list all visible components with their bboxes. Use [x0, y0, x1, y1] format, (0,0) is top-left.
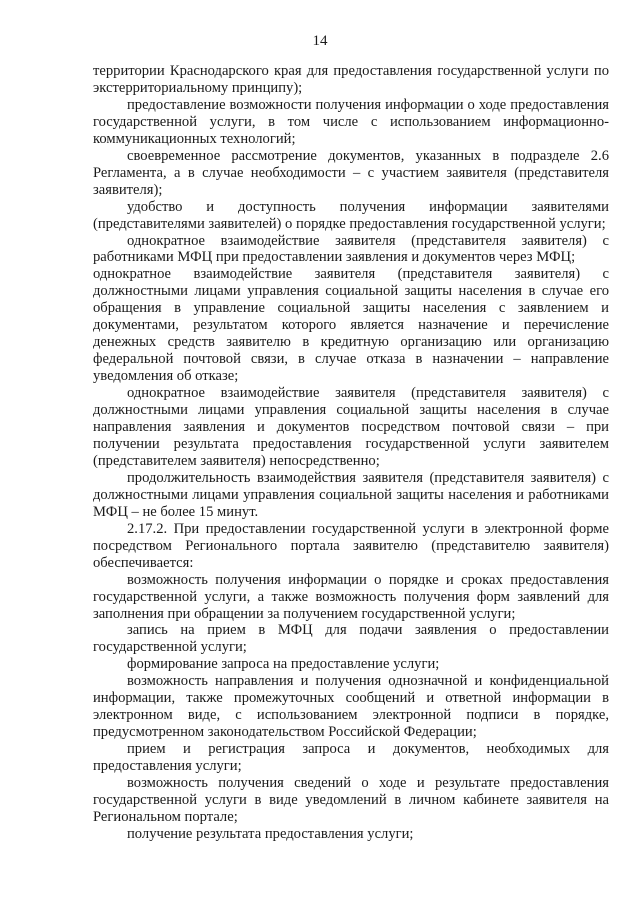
paragraph: возможность получения сведений о ходе и результате предоставления государственной услуги в виде уведомлений в личном кабинете заявителя на Региональном портале; [93, 775, 609, 825]
paragraph: однократное взаимодействие заявителя (представителя заявителя) с должностными лицами управления социальной защиты населения в случае его обращения в управление социальной защиты населения с заявлением и документами, результатом которого является назначение и перечисление денежных средств заявителю в кредитную организацию или организацию федеральной почтовой связи, в случае отказа в назначении – направление уведомления об отказе; [93, 266, 609, 385]
paragraph: получение результата предоставления услуги; [127, 825, 414, 842]
paragraph: удобство и доступность получения информации заявителями (представителями заявителей) о порядке предоставления государственной услуги; [93, 198, 609, 232]
paragraph: прием и регистрация запроса и документов, необходимых для предоставления услуги; [93, 741, 609, 775]
paragraph: однократное взаимодействие заявителя (представителя заявителя) с работниками МФЦ при предоставлении заявления и документов через МФЦ; [93, 232, 609, 266]
paragraph: формирование запроса на предоставление услуги; [127, 656, 440, 673]
page-number: 14 [312, 33, 328, 49]
document-body [93, 63, 609, 843]
paragraph: предоставление возможности получения информации о ходе предоставления государственной услуги, в том числе с использованием информационно-коммуникационных технологий; [93, 96, 609, 147]
paragraph: 2.17.2. При предоставлении государственной услуги в электронной форме посредством Регионального портала заявителю (представителю заявителя) обеспечивается: [93, 520, 609, 571]
paragraph: территории Краснодарского края для предоставления государственной услуги по экстерриториальному принципу); [93, 63, 609, 96]
paragraph: продолжительность взаимодействия заявителя (представителя заявителя) с должностными лицами управления социальной защиты населения и работниками МФЦ – не более 15 минут. [93, 469, 609, 520]
paragraph: возможность получения информации о порядке и сроках предоставления государственной услуги, а также возможность получения форм заявлений для заполнения при обращении за получением государственной услуги; [93, 571, 609, 622]
paragraph: возможность направления и получения однозначной и конфиденциальной информации, также промежуточных сообщений и ответной информации в электронном виде, с использованием электронной подписи в порядке, предусмотренном законодательством Российской Федерации; [93, 673, 609, 741]
paragraph: своевременное рассмотрение документов, указанных в подразделе 2.6 Регламента, а в случае необходимости – с участием заявителя (представителя заявителя); [93, 147, 609, 198]
paragraph: запись на прием в МФЦ для подачи заявления о предоставлении государственной услуги; [93, 622, 609, 656]
paragraph: однократное взаимодействие заявителя (представителя заявителя) с должностными лицами управления социальной защиты населения в случае направления заявления и документов посредством почтовой связи – при получении результата предоставления государственной услуги заявителем (представителем заявителя) непосредственно; [93, 385, 609, 469]
